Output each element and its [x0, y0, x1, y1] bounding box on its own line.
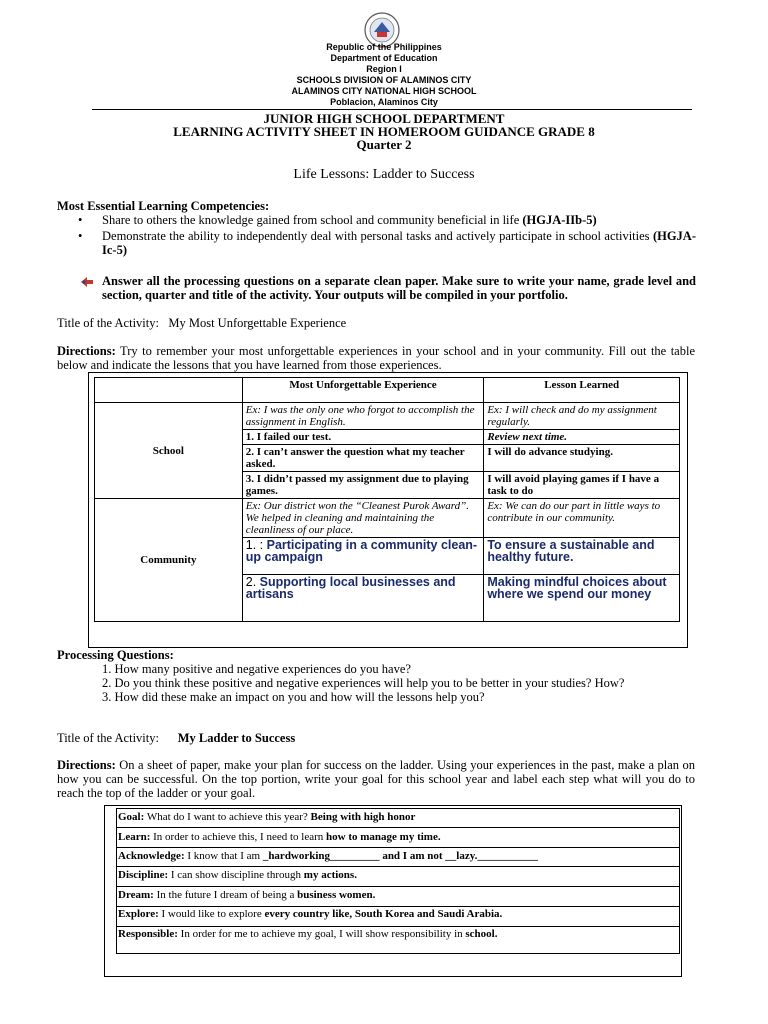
handwritten-answer: Participating in a community clean-up campaign: [245, 538, 478, 564]
column-header-lesson: Lesson Learned: [484, 378, 680, 403]
pointer-icon: [80, 275, 94, 289]
community-label: Community: [95, 499, 243, 622]
column-header-experience: Most Unforgettable Experience: [242, 378, 484, 403]
ladder-step-acknowledge: Acknowledge: I know that I am _hardworking_________ and I am not __lazy.___________: [118, 850, 538, 862]
experience-table: [94, 377, 680, 622]
competency-item: • Demonstrate the ability to independently deal with personal tasks and actively participate in school activities (HGJA-Ic-5): [78, 229, 696, 257]
table-row: 1. : Participating in a community clean-up campaign To ensure a sustainable and healthy future.: [95, 538, 680, 575]
processing-heading: Processing Questions:: [57, 648, 174, 662]
activity2-directions: Directions: On a sheet of paper, make your plan for success on the ladder. Using your experiences in the past, make a plan on how you can be successful. On the top portion, write your goal for this school year and label each step what will you do to reach the top of the ladder or your goal.: [57, 758, 695, 800]
agency-line: ALAMINOS CITY NATIONAL HIGH SCHOOL: [291, 86, 477, 96]
agency-line: Poblacion, Alaminos City: [330, 97, 438, 107]
ladder-step-discipline: Discipline: I can show discipline through my actions.: [118, 869, 357, 881]
activity1-directions: Directions: Try to remember your most unforgettable experiences in your school and in your community. Fill out the table below and indicate the lessons that you have learned from those experiences.: [57, 344, 695, 372]
instruction-text: Answer all the processing questions on a separate clean paper. Make sure to write your name, grade level and section, quarter and title of the activity. Your outputs will be compiled in your portfolio.: [102, 274, 696, 302]
department-title: JUNIOR HIGH SCHOOL DEPARTMENT: [263, 111, 505, 126]
school-label: School: [95, 403, 243, 499]
agency-line: SCHOOLS DIVISION OF ALAMINOS CITY: [296, 75, 472, 85]
processing-question: 1. How many positive and negative experiences do you have?: [102, 662, 411, 676]
ladder-step-responsible: Responsible: In order for me to achieve my goal, I will show responsibility in school.: [118, 928, 498, 940]
table-row: School Ex: I was the only one who forgot to accomplish the assignment in English. Ex: I will check and do my assignment regularly.: [95, 403, 680, 430]
table-row: 3. I didn’t passed my assignment due to playing games. I will avoid playing games if I have a task to do: [95, 472, 680, 499]
handwritten-answer: Making mindful choices about where we spend our money: [484, 575, 680, 622]
agency-line: Department of Education: [330, 53, 438, 63]
bullet-icon: •: [78, 229, 83, 243]
competencies-heading: Most Essential Learning Competencies:: [57, 199, 270, 213]
handwritten-answer: To ensure a sustainable and healthy future.: [484, 538, 680, 575]
quarter-label: Quarter 2: [356, 137, 412, 152]
agency-line: Republic of the Philippines: [326, 42, 442, 52]
agency-block: [0, 42, 768, 108]
activity1-title: Title of the Activity: My Most Unforgettable Experience: [57, 316, 347, 330]
table-row: 2. Supporting local businesses and artisans Making mindful choices about where we spend our money: [95, 575, 680, 622]
header-divider: [92, 109, 692, 110]
ladder-step-explore: Explore: I would like to explore every country like, South Korea and Saudi Arabia.: [118, 908, 503, 920]
agency-line: Region I: [366, 64, 402, 74]
competency-item: • Share to others the knowledge gained from school and community beneficial in life (HGJA-IIb-5): [78, 213, 597, 227]
bullet-icon: •: [78, 213, 83, 227]
lesson-title: Life Lessons: Ladder to Success: [293, 167, 475, 182]
table-row: 1. I failed our test. Review next time.: [95, 430, 680, 445]
ladder-step-goal: Goal: What do I want to achieve this year? Being with high honor: [118, 811, 416, 823]
sheet-title: LEARNING ACTIVITY SHEET IN HOMEROOM GUIDANCE GRADE 8: [173, 124, 595, 139]
processing-question: 3. How did these make an impact on you and how will the lessons help you?: [102, 690, 485, 704]
table-row: Community Ex: Our district won the “Cleanest Purok Award”. We helped in cleaning and maintaining the cleanliness of our place. Ex: We can do our part in little ways to contribute in our community.: [95, 499, 680, 538]
processing-question: 2. Do you think these positive and negative experiences will help you to be better in your studies? How?: [102, 676, 625, 690]
ladder-step-learn: Learn: In order to achieve this, I need to learn how to manage my time.: [118, 831, 441, 843]
handwritten-answer: Supporting local businesses and artisans: [245, 575, 456, 601]
table-header-row: [95, 378, 680, 403]
ladder-step-dream: Dream: In the future I dream of being a business women.: [118, 889, 376, 901]
table-row: 2. I can’t answer the question what my teacher asked. I will do advance studying.: [95, 445, 680, 472]
activity2-title: Title of the Activity: My Ladder to Success: [57, 731, 296, 745]
